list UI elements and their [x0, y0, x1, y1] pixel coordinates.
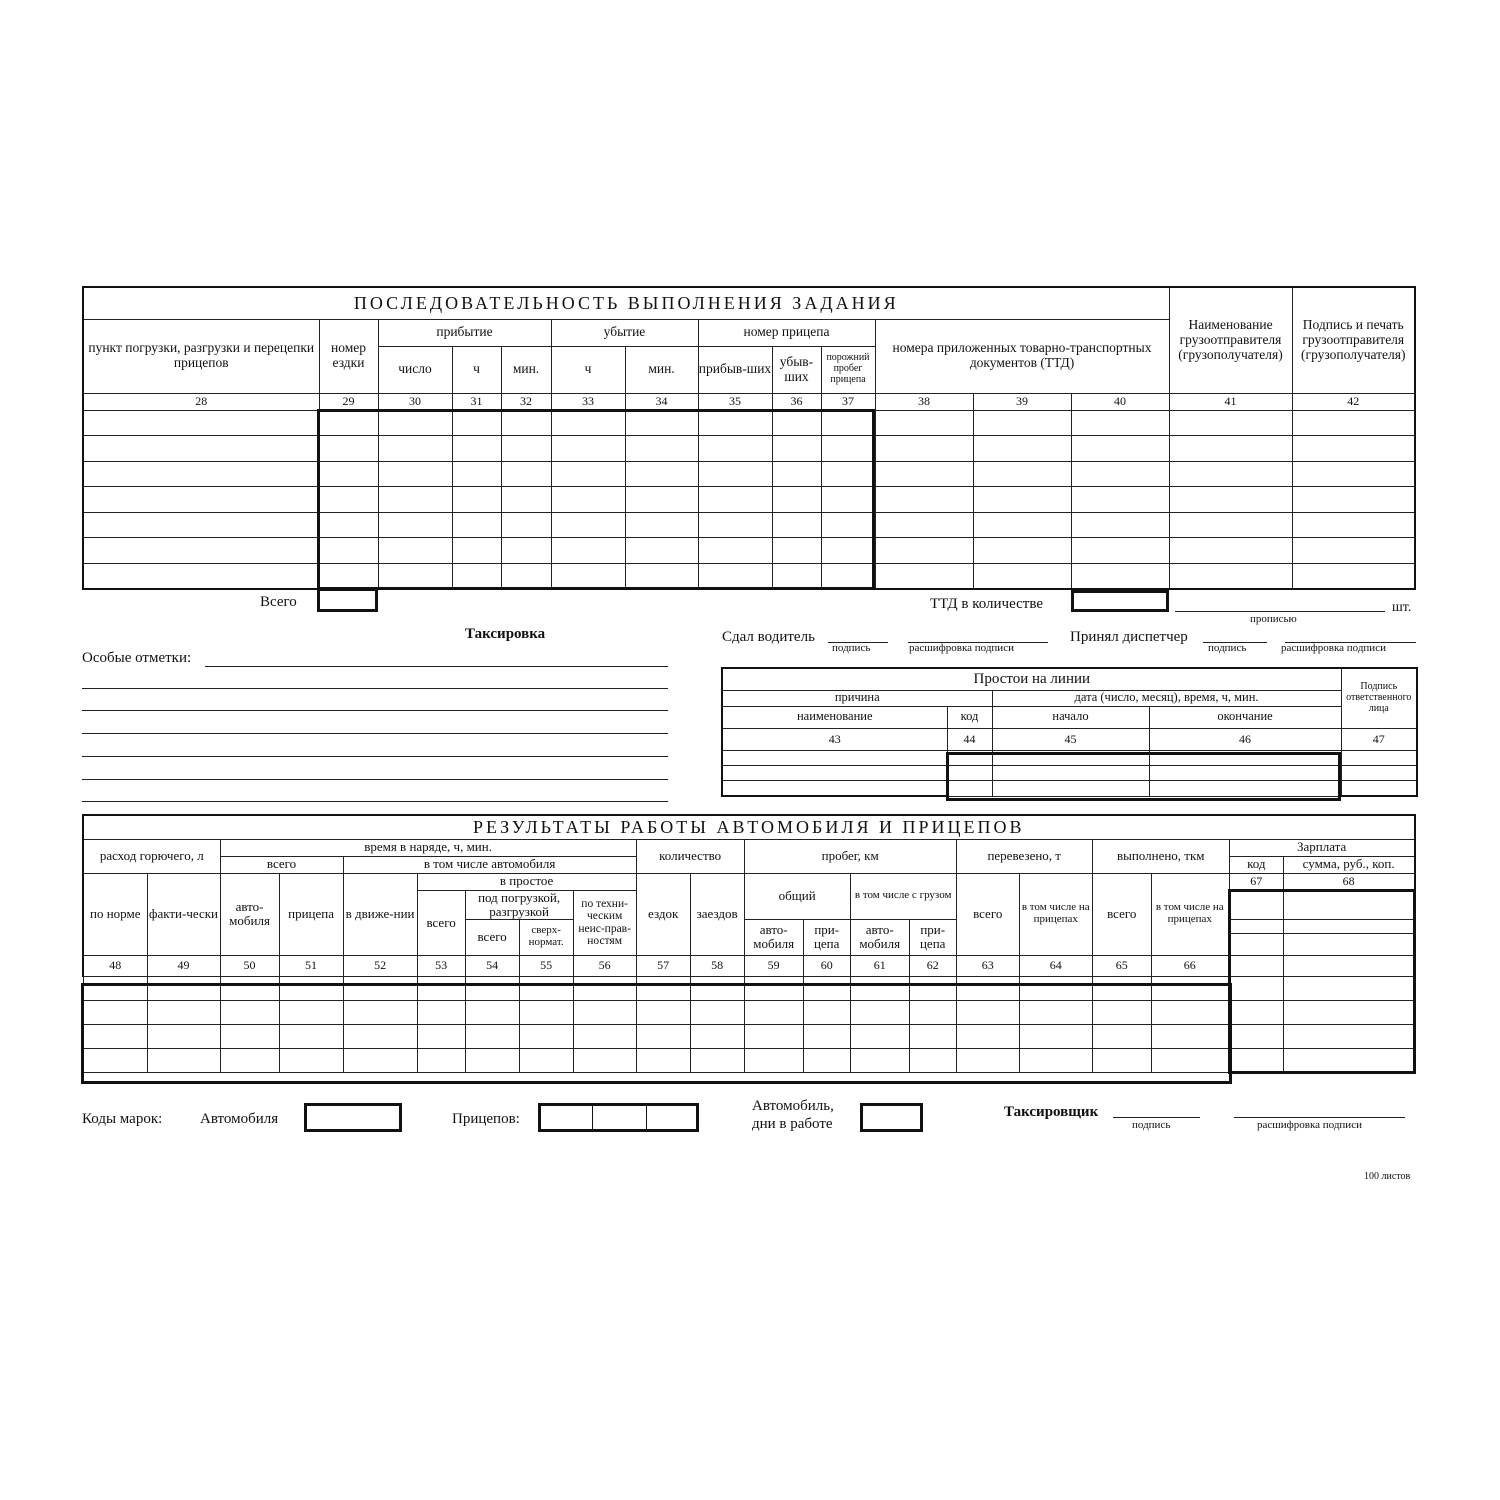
col-num: 64	[1019, 955, 1092, 976]
total-header: всего	[220, 856, 343, 873]
col-num: 61	[850, 955, 909, 976]
trailer-no-header: номер прицепа	[698, 319, 875, 346]
col-num: 42	[1292, 393, 1415, 410]
col-num: 30	[378, 393, 452, 410]
sum-header: сумма, руб., коп.	[1283, 856, 1414, 873]
col-num: 31	[452, 393, 501, 410]
auto-code-box[interactable]	[304, 1103, 402, 1132]
date-header: дата (число, месяц), время, ч, мин.	[992, 690, 1341, 706]
col-num: 65	[1092, 955, 1151, 976]
column-numbers-row	[83, 393, 1415, 410]
driver-handed-label: Сдал водитель	[722, 629, 815, 645]
table-row[interactable]	[722, 750, 1417, 765]
tkm-total-header: всего	[1092, 873, 1151, 955]
section-title: ПОСЛЕДОВАТЕЛЬНОСТЬ ВЫПОЛНЕНИЯ ЗАДАНИЯ	[83, 287, 1169, 319]
in-words-line[interactable]	[1175, 611, 1385, 612]
taxer-decode-line[interactable]	[1234, 1117, 1405, 1118]
auto-cargo-header: авто-мобиля	[850, 919, 909, 955]
col-num: 36	[772, 393, 821, 410]
col-num: 29	[319, 393, 378, 410]
col-num: 68	[1283, 873, 1414, 890]
transported-header: перевезено, т	[956, 839, 1092, 873]
trailers-code-box[interactable]	[538, 1103, 699, 1132]
days-box[interactable]	[860, 1103, 923, 1132]
departure-header: убытие	[551, 319, 698, 346]
trips-header: ездок	[636, 873, 690, 955]
table-row[interactable]	[83, 461, 1415, 487]
arrival-header: прибытие	[378, 319, 551, 346]
auto-mileage-header: авто-мобиля	[744, 919, 803, 955]
tkm-incl-header: в том числе на прицепах	[1151, 873, 1229, 955]
taxer-label: Таксировщик	[1004, 1104, 1099, 1120]
col-num: 58	[690, 955, 744, 976]
col-num: 47	[1341, 728, 1417, 750]
special-marks-line[interactable]	[82, 756, 668, 757]
column-numbers-row	[83, 955, 1415, 976]
load-total-header: всего	[465, 919, 519, 955]
day-header: число	[378, 346, 452, 393]
time-header: время в наряде, ч, мин.	[220, 839, 636, 856]
responsible-sign-header: Подпись ответственного лица	[1341, 668, 1417, 728]
col-num: 46	[1149, 728, 1341, 750]
downtime-table	[721, 667, 1418, 797]
incl-auto-header: в том числе автомобиля	[343, 856, 636, 873]
trailer-cargo-header: при-цепа	[909, 919, 956, 955]
ttd-count-label: ТТД в количестве	[930, 596, 1043, 612]
auto-header: авто-мобиля	[220, 873, 279, 955]
actual-header: факти-чески	[147, 873, 220, 955]
col-num: 51	[279, 955, 343, 976]
min-header: мин.	[501, 346, 551, 393]
col-num: 45	[992, 728, 1149, 750]
idle-total-header: всего	[417, 890, 465, 955]
auto-code-label: Автомобиля	[200, 1111, 279, 1127]
point-header: пункт погрузки, разгрузки и перецепки прицепов	[83, 319, 319, 393]
col-num: 66	[1151, 955, 1229, 976]
signature-decode-caption: расшифровка подписи	[1281, 642, 1386, 654]
in-idle-header: в простое	[417, 873, 636, 890]
trailer-mileage-header: при-цепа	[803, 919, 850, 955]
signature-decode-caption: расшифровка подписи	[1257, 1119, 1362, 1131]
t-incl-header: в том числе на прицепах	[1019, 873, 1092, 955]
col-num: 48	[83, 955, 147, 976]
col-num: 67	[1229, 873, 1283, 890]
task-sequence-table	[82, 286, 1416, 590]
in-motion-header: в движе-нии	[343, 873, 417, 955]
ttd-count-box[interactable]	[1071, 590, 1169, 612]
days-label-1: Автомобиль,	[752, 1098, 834, 1114]
tkm-header: выполнено, ткм	[1092, 839, 1229, 873]
special-marks-line[interactable]	[205, 666, 668, 667]
col-num: 44	[947, 728, 992, 750]
quantity-header: количество	[636, 839, 744, 873]
code-header: код	[1229, 856, 1283, 873]
col-num: 52	[343, 955, 417, 976]
special-marks-line[interactable]	[82, 688, 668, 689]
signature-caption: подпись	[1208, 642, 1247, 654]
special-marks-line[interactable]	[82, 710, 668, 711]
visits-header: заездов	[690, 873, 744, 955]
days-label-2: дни в работе	[752, 1116, 833, 1132]
trip-no-header: номер ездки	[319, 319, 378, 393]
col-num: 40	[1071, 393, 1169, 410]
special-marks-line[interactable]	[82, 801, 668, 802]
salary-header: Зарплата	[1229, 839, 1414, 856]
in-words-caption: прописью	[1250, 613, 1297, 625]
col-num: 39	[973, 393, 1071, 410]
col-num: 62	[909, 955, 956, 976]
code-header: код	[947, 706, 992, 728]
table-row[interactable]	[83, 487, 1415, 513]
codes-label: Коды марок:	[82, 1111, 163, 1127]
table-row[interactable]	[722, 780, 1417, 796]
with-cargo-header: в том числе с грузом	[850, 873, 956, 919]
results-title: РЕЗУЛЬТАТЫ РАБОТЫ АВТОМОБИЛЯ И ПРИЦЕПОВ	[83, 815, 1415, 839]
hour-header: ч	[452, 346, 501, 393]
col-num: 43	[722, 728, 947, 750]
col-num: 33	[551, 393, 625, 410]
table-row[interactable]	[83, 512, 1415, 538]
col-num: 49	[147, 955, 220, 976]
col-num: 50	[220, 955, 279, 976]
col-num: 54	[465, 955, 519, 976]
col-num: 59	[744, 955, 803, 976]
sheets-count: 100 листов	[1364, 1171, 1411, 1182]
under-loading-header: под погрузкой, разгрузкой	[465, 890, 573, 919]
total-label: Всего	[260, 594, 297, 610]
empty-run-header: порожний пробег прицепа	[821, 346, 875, 393]
signature-decode-caption: расшифровка подписи	[909, 642, 1014, 654]
hour-header: ч	[551, 346, 625, 393]
start-header: начало	[992, 706, 1149, 728]
table-row[interactable]	[83, 563, 1415, 589]
table-row[interactable]	[83, 436, 1415, 462]
table-row[interactable]	[83, 1000, 1415, 1024]
mileage-header: пробег, км	[744, 839, 956, 873]
t-total-header: всего	[956, 873, 1019, 955]
trailers-code-label: Прицепов:	[452, 1111, 520, 1127]
downtime-title: Простои на линии	[722, 668, 1341, 690]
col-num: 37	[821, 393, 875, 410]
fuel-header: расход горючего, л	[83, 839, 220, 873]
taxer-signature-line[interactable]	[1113, 1117, 1200, 1118]
col-num: 55	[519, 955, 573, 976]
col-num: 28	[83, 393, 319, 410]
pcs-label: шт.	[1392, 600, 1412, 615]
table-row[interactable]	[83, 976, 1415, 1000]
table-row[interactable]	[722, 765, 1417, 780]
col-num: 57	[636, 955, 690, 976]
col-num: 35	[698, 393, 772, 410]
col-num: 60	[803, 955, 850, 976]
sign-header: Подпись и печать грузоотправителя (грузополучателя)	[1292, 287, 1415, 393]
col-num: 53	[417, 955, 465, 976]
left-header: убыв-ших	[772, 346, 821, 393]
dispatcher-received-label: Принял диспетчер	[1070, 629, 1188, 645]
over-norm-header: сверх-нормат.	[519, 919, 573, 955]
taxing-title: Таксировка	[465, 626, 546, 642]
signature-caption: подпись	[832, 642, 871, 654]
results-table	[82, 814, 1416, 1074]
general-mileage-header: общий	[744, 873, 850, 919]
col-num: 41	[1169, 393, 1292, 410]
by-norm-header: по норме	[83, 873, 147, 955]
min-header: мин.	[625, 346, 698, 393]
col-num: 63	[956, 955, 1019, 976]
total-box[interactable]	[317, 588, 378, 612]
table-row[interactable]	[83, 538, 1415, 564]
shipper-header: Наименование грузоотправителя (грузополучателя)	[1169, 287, 1292, 393]
special-marks-line[interactable]	[82, 779, 668, 780]
signature-caption: подпись	[1132, 1119, 1171, 1131]
col-num: 32	[501, 393, 551, 410]
table-row[interactable]	[83, 1024, 1415, 1048]
table-row[interactable]	[83, 410, 1415, 436]
reason-header: причина	[722, 690, 992, 706]
end-header: окончание	[1149, 706, 1341, 728]
table-row[interactable]	[83, 1048, 1415, 1072]
arrived-header: прибыв-ших	[698, 346, 772, 393]
special-marks-line[interactable]	[82, 733, 668, 734]
col-num: 38	[875, 393, 973, 410]
tech-header: по техни-ческим неис-прав-ностям	[573, 890, 636, 955]
col-num: 56	[573, 955, 636, 976]
ttd-header: номера приложенных товарно-транспортных документов (ТТД)	[875, 319, 1169, 393]
name-header: наименование	[722, 706, 947, 728]
trailer-header: прицепа	[279, 873, 343, 955]
special-marks-label: Особые отметки:	[82, 650, 192, 666]
col-num: 34	[625, 393, 698, 410]
